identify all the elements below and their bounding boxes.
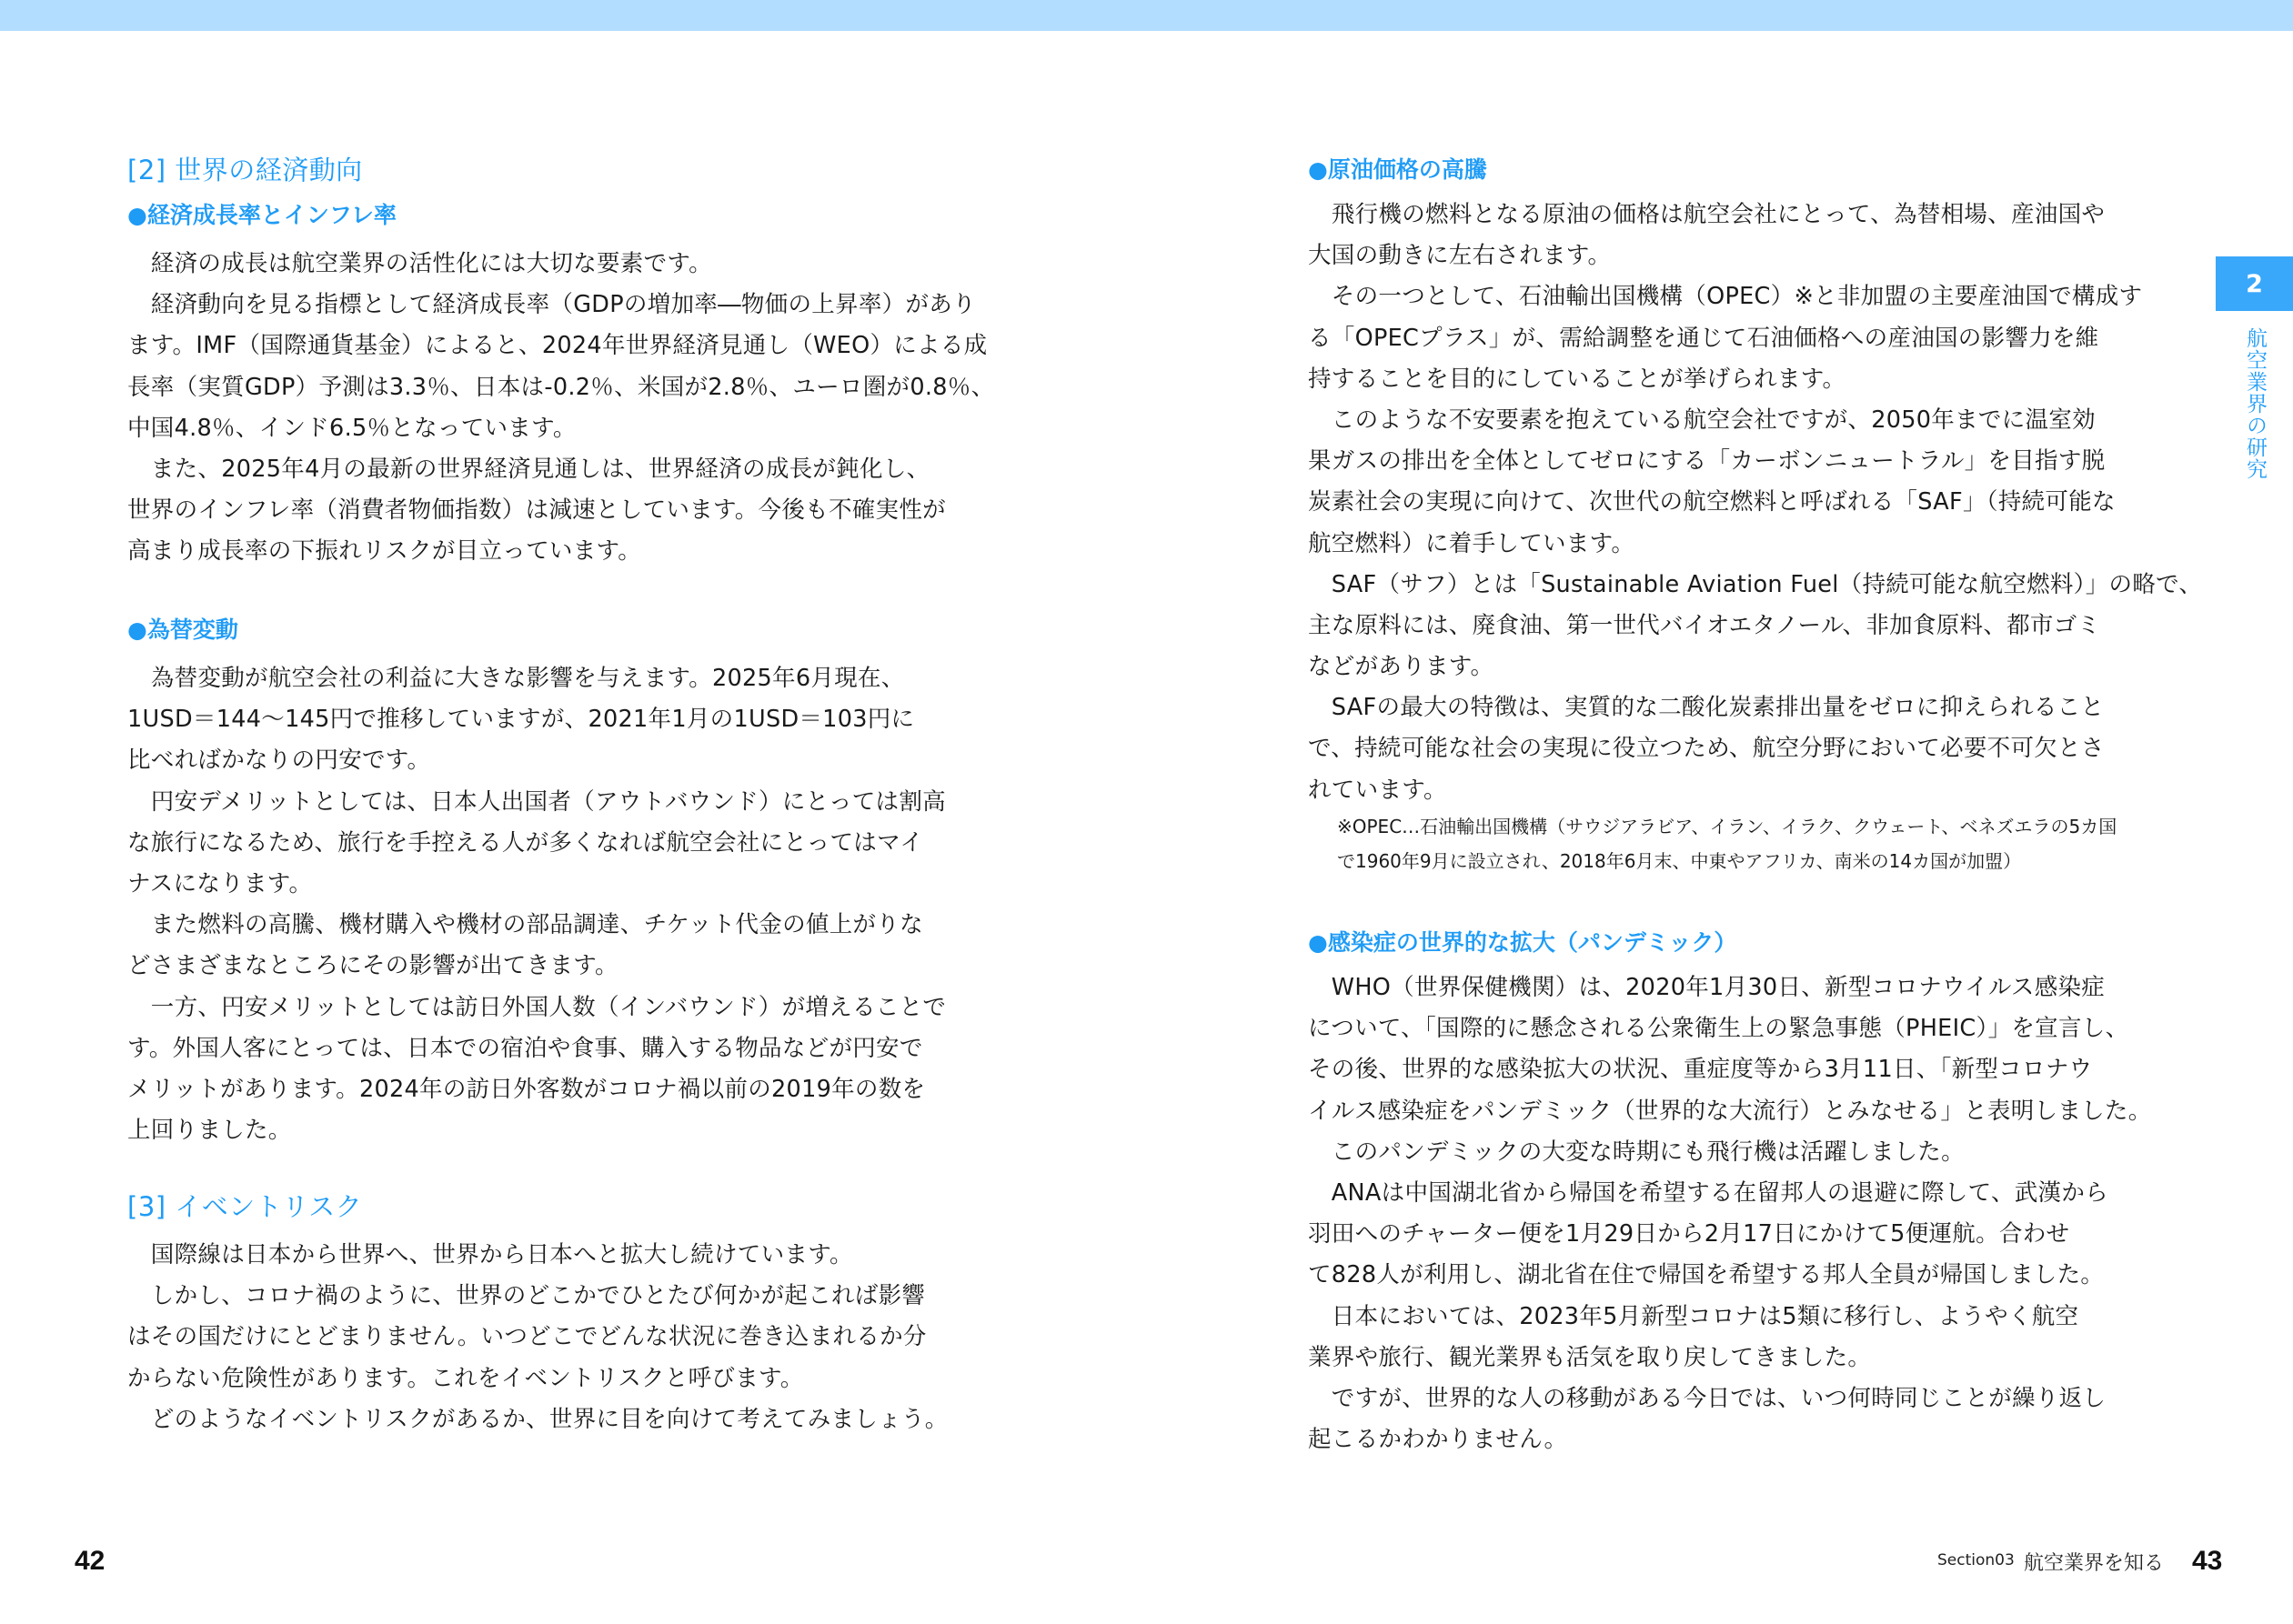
top-color-band (0, 0, 2293, 31)
text-line: ナスになります。 (127, 869, 313, 897)
text-line: 比べればかなりの円安です。 (127, 747, 431, 775)
text-line: 航空燃料）に着手しています。 (1308, 529, 1635, 557)
section-2-title: [2] 世界の経済動向 (127, 155, 363, 185)
text-line: また燃料の高騰、機材購入や機材の部品調達、チケット代金の値上がりな (127, 911, 923, 939)
subsection-growth-inflation-heading: ●経済成長率とインフレ率 (127, 202, 397, 228)
text-line: 起こるかわかりません。 (1308, 1426, 1568, 1454)
text-line: SAFの最大の特徴は、実質的な二酸化炭素排出量をゼロに抑えられること (1308, 694, 2105, 722)
text-line: 国際線は日本から世界へ、世界から日本へと拡大し続けています。 (127, 1241, 853, 1268)
oil-price-paragraph (1308, 195, 2203, 811)
text-line: れています。 (1308, 776, 1447, 804)
chapter-number: 2 (2246, 269, 2263, 298)
text-line: また、2025年4月の最新の世界経済見通しは、世界経済の成長が鈍化し、 (127, 455, 930, 483)
text-line: る「OPECプラス」が、需給調整を通じて石油価格への産油国の影響力を維 (1308, 324, 2099, 352)
text-line: 中国4.8％、インド6.5％となっています。 (127, 414, 577, 442)
footer-section-label: Section03 (1937, 1551, 2015, 1569)
text-line: 上回りました。 (127, 1117, 292, 1145)
text-line: 一方、円安メリットとしては訪日外国人数（インバウンド）が増えることで (127, 993, 947, 1021)
text-line: どさまざまなところにその影響が出てきます。 (127, 952, 619, 980)
text-line: 経済動向を見る指標として経済成長率（GDPの増加率―物価の上昇率）があり (127, 291, 976, 319)
text-line: 業界や旅行、観光業界も活気を取り戻してきました。 (1308, 1343, 1872, 1371)
text-line: 果ガスの排出を全体としてゼロにする「カーボンニュートラル」を目指す脱 (1308, 447, 2106, 476)
text-line: などがあります。 (1308, 653, 1494, 681)
text-line: 世界のインフレ率（消費者物価指数）は減速としています。今後も不確実性が (127, 496, 946, 525)
exchange-rate-paragraph (127, 658, 987, 1151)
text-line: ます。IMF（国際通貨基金）によると、2024年世界経済見通し（WEO）による成 (127, 332, 988, 360)
text-line: 大国の動きに左右されます。 (1308, 242, 1612, 270)
text-line: な旅行になるため、旅行を手控える人が多くなれば航空会社にとってはマイ (127, 828, 924, 857)
text-line: 為替変動が航空会社の利益に大きな影響を与えます。2025年6月現在、 (127, 665, 905, 692)
chapter-tab-label: 航空業界の研究 (2243, 327, 2267, 480)
text-line: 炭素社会の実現に向けて、次世代の航空燃料と呼ばれる「SAF」（持続可能な (1308, 488, 2116, 516)
subsection-pandemic-heading: ●感染症の世界的な拡大（パンデミック） (1308, 929, 1737, 956)
note-line: で1960年9月に設立され、2018年6月末、中東やアフリカ、南米の14カ国が加盟） (1337, 850, 2022, 872)
text-line: す。外国人客にとっては、日本での宿泊や食事、購入する物品などが円安で (127, 1034, 923, 1062)
text-line: ですが、世界的な人の移動がある今日では、いつ何時同じことが繰り返し (1308, 1384, 2107, 1412)
chapter-tab (2216, 256, 2293, 311)
text-line: について、「国際的に懸念される公衆衛生上の緊急事態（PHEIC）」を宣言し、 (1308, 1015, 2129, 1043)
text-line: て828人が利用し、湖北省在住で帰国を希望する邦人全員が帰国しました。 (1308, 1261, 2105, 1289)
page-number-left: 42 (75, 1546, 106, 1576)
note-line: ※OPEC…石油輸出国機構（サウジアラビア、イラン、イラク、クウェート、ベネズエラの5カ国 (1337, 816, 2117, 837)
text-line: からない危険性があります。これをイベントリスクと呼びます。 (127, 1364, 804, 1392)
subsection-exchange-rate-heading: ●為替変動 (127, 617, 238, 643)
text-line: メリットがあります。2024年の訪日外客数がコロナ禍以前の2019年の数を (127, 1075, 926, 1103)
subsection-oil-price-heading: ●原油価格の高騰 (1308, 156, 1487, 183)
text-line: 1USD＝144～145円で推移していますが、2021年1月の1USD＝103円に (127, 706, 915, 734)
text-line: はその国だけにとどまりません。いつどこでどんな状況に巻き込まれるか分 (127, 1323, 927, 1351)
text-line: 長率（実質GDP）予測は3.3％、日本は-0.2％、米国が2.8％、ユーロ圏が0.8％、 (127, 373, 995, 401)
text-line: このような不安要素を抱えている航空会社ですが、2050年までに温室効 (1308, 406, 2096, 434)
text-line: で、持続可能な社会の実現に役立つため、航空分野において必要不可欠とさ (1308, 735, 2105, 763)
text-line: 飛行機の燃料となる原油の価格は航空会社にとって、為替相場、産油国や (1308, 201, 2106, 228)
text-line: その後、世界的な感染拡大の状況、重症度等から3月11日、「新型コロナウ (1308, 1056, 2093, 1084)
text-line: 主な原料には、廃食油、第一世代バイオエタノール、非加食原料、都市ゴミ (1308, 611, 2101, 639)
page-number-right: 43 (2192, 1546, 2223, 1576)
text-line: 円安デメリットとしては、日本人出国者（アウトバウンド）にとっては割高 (127, 787, 946, 816)
text-line: 日本においては、2023年5月新型コロナは5類に移行し、ようやく航空 (1308, 1302, 2079, 1330)
event-risk-paragraph (127, 1235, 987, 1440)
text-line: ANAは中国湖北省から帰国を希望する在留邦人の退避に際して、武漢から (1308, 1178, 2108, 1207)
growth-inflation-paragraph (127, 244, 995, 573)
pandemic-paragraph (1308, 967, 2167, 1460)
footer-section-title: 航空業界を知る (2024, 1552, 2165, 1575)
text-line: WHO（世界保健機関）は、2020年1月30日、新型コロナウイルス感染症 (1308, 974, 2106, 1001)
text-line: イルス感染症をパンデミック（世界的な大流行）とみなせる」と表明しました。 (1308, 1097, 2152, 1125)
opec-footnote (1337, 809, 2174, 878)
text-line: 経済の成長は航空業界の活性化には大切な要素です。 (127, 250, 712, 277)
text-line: しかし、コロナ禍のように、世界のどこかでひとたび何かが起これば影響 (127, 1282, 926, 1310)
text-line: その一つとして、石油輸出国機構（OPEC）※と非加盟の主要産油国で構成す (1308, 283, 2143, 311)
text-line: SAF（サフ）とは「Sustainable Aviation Fuel（持続可能な航空燃料）」の略で、 (1308, 570, 2203, 598)
text-line: どのようなイベントリスクがあるか、世界に目を向けて考えてみましょう。 (127, 1405, 949, 1433)
section-3-title: [3] イベントリスク (127, 1191, 363, 1222)
text-line: 高まり成長率の下振れリスクが目立っています。 (127, 537, 642, 566)
text-line: 羽田へのチャーター便を1月29日から2月17日にかけて5便運航。合わせ (1308, 1220, 2070, 1248)
text-line: このパンデミックの大変な時期にも飛行機は活躍しました。 (1308, 1138, 1965, 1166)
text-line: 持することを目的にしていることが挙げられます。 (1308, 365, 1846, 393)
